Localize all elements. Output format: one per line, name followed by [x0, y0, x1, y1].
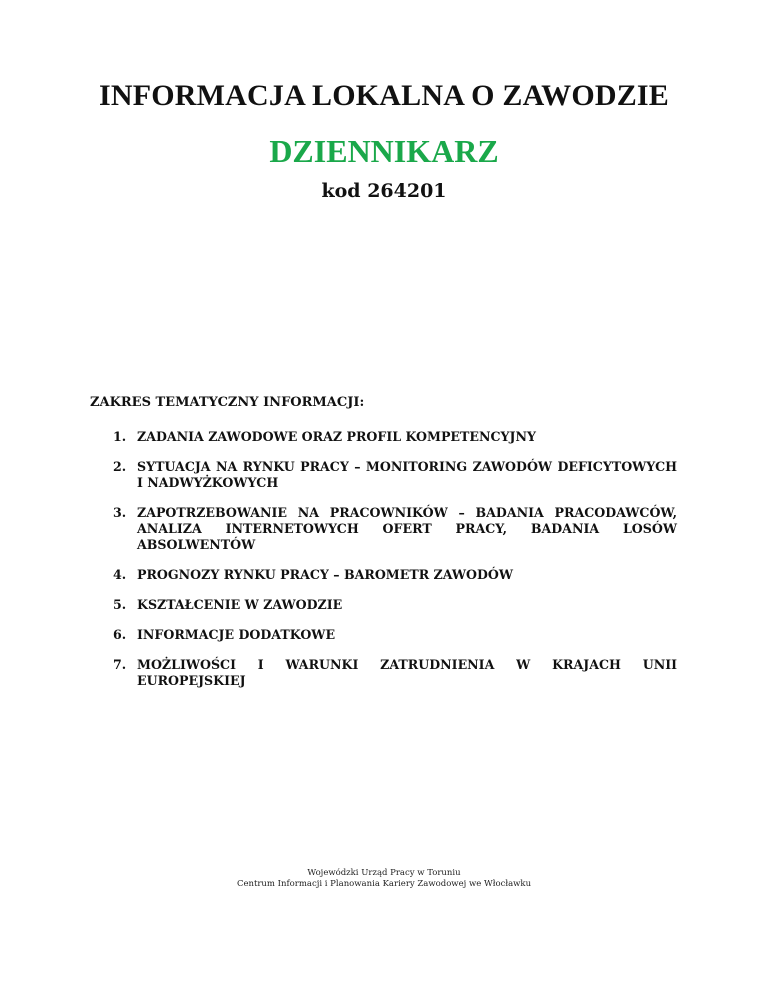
topic-number: 5.	[113, 597, 127, 612]
topic-item	[113, 505, 677, 553]
topic-item	[113, 429, 677, 445]
topic-item	[113, 657, 677, 689]
footer-institution: Wojewódzki Urząd Pracy w Toruniu	[307, 868, 461, 878]
scope-heading: ZAKRES TEMATYCZNY INFORMACJI:	[90, 395, 365, 410]
topic-number: 3.	[113, 505, 127, 520]
document-title: INFORMACJA LOKALNA O ZAWODZIE	[98, 79, 670, 112]
topic-text: KSZTAŁCENIE W ZAWODZIE	[137, 597, 343, 612]
topic-number: 7.	[113, 657, 127, 672]
topic-item	[113, 567, 677, 583]
topic-number: 1.	[113, 429, 127, 444]
profession-code: kod 264201	[321, 180, 447, 202]
topic-item	[113, 459, 677, 491]
topic-item	[113, 597, 677, 613]
topic-text: INFORMACJE DODATKOWE	[137, 627, 336, 642]
topic-text: SYTUACJA NA RYNKU PRACY – MONITORING ZAWODÓW DEFICYTOWYCH I NADWYŻKOWYCH	[137, 459, 677, 490]
topic-text: ZAPOTRZEBOWANIE NA PRACOWNIKÓW – BADANIA PRACODAWCÓW, ANALIZA INTERNETOWYCH OFERT PRACY, BADANIA LOSÓW ABSOLWENTÓW	[137, 505, 677, 552]
topics-list	[113, 429, 677, 703]
topic-item	[113, 627, 677, 643]
topic-text: ZADANIA ZAWODOWE ORAZ PROFIL KOMPETENCYJNY	[137, 429, 536, 444]
page-footer	[0, 868, 768, 890]
topic-number: 6.	[113, 627, 127, 642]
topic-text: MOŻLIWOŚCI I WARUNKI ZATRUDNIENIA W KRAJACH UNII EUROPEJSKIEJ	[137, 657, 677, 688]
topic-number: 4.	[113, 567, 127, 582]
profession-name: DZIENNIKARZ	[269, 133, 499, 169]
footer-center: Centrum Informacji i Planowania Kariery Zawodowej we Włocławku	[236, 879, 532, 889]
topic-number: 2.	[113, 459, 127, 474]
topic-text: PROGNOZY RYNKU PRACY – BAROMETR ZAWODÓW	[137, 567, 514, 582]
